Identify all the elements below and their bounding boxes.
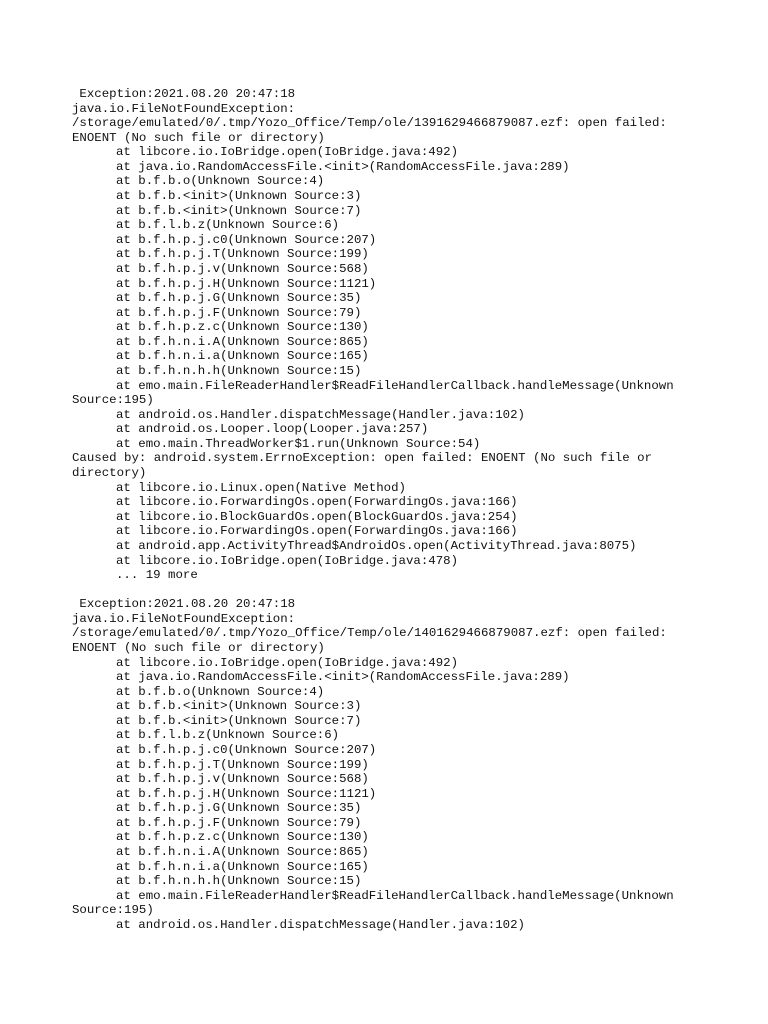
log-line: at b.f.h.n.h.h(Unknown Source:15) [116, 363, 362, 378]
log-line: /storage/emulated/0/.tmp/Yozo_Office/Temp/ole/1401629466879087.ezf: open failed: [72, 626, 667, 641]
log-line: at b.f.b.<init>(Unknown Source:7) [116, 713, 362, 728]
log-line: at b.f.h.p.j.c0(Unknown Source:207) [116, 232, 377, 247]
log-line: at emo.main.FileReaderHandler$ReadFileHandlerCallback.handleMessage(Unknown [116, 888, 674, 903]
log-line: at b.f.b.<init>(Unknown Source:3) [116, 699, 362, 714]
log-line: at emo.main.ThreadWorker$1.run(Unknown Source:54) [116, 436, 481, 451]
log-line: at b.f.h.p.z.c(Unknown Source:130) [116, 320, 369, 335]
log-line: at libcore.io.ForwardingOs.open(ForwardingOs.java:166) [116, 495, 518, 510]
log-line: at libcore.io.IoBridge.open(IoBridge.java:478) [116, 553, 459, 568]
log-line: java.io.FileNotFoundException: [72, 611, 296, 626]
log-line: at b.f.h.p.j.T(Unknown Source:199) [116, 247, 369, 262]
log-line: directory) [72, 466, 147, 481]
log-line: at b.f.h.p.j.H(Unknown Source:1121) [116, 276, 377, 291]
log-line: at emo.main.FileReaderHandler$ReadFileHandlerCallback.handleMessage(Unknown [116, 378, 674, 393]
log-line: Source:195) [72, 903, 154, 918]
log-line: at b.f.h.p.j.T(Unknown Source:199) [116, 757, 369, 772]
log-line: at b.f.h.p.j.G(Unknown Source:35) [116, 291, 362, 306]
log-line: at b.f.h.p.j.F(Unknown Source:79) [116, 305, 362, 320]
log-line: ENOENT (No such file or directory) [72, 130, 325, 145]
log-line: at b.f.h.n.i.A(Unknown Source:865) [116, 334, 369, 349]
log-line: Exception:2021.08.20 20:47:18 [72, 597, 296, 612]
log-line: at b.f.b.o(Unknown Source:4) [116, 174, 325, 189]
log-line: /storage/emulated/0/.tmp/Yozo_Office/Temp/ole/1391629466879087.ezf: open failed: [72, 116, 667, 131]
log-line: at libcore.io.IoBridge.open(IoBridge.java:492) [116, 145, 459, 160]
exception-log [72, 87, 762, 933]
log-line: at libcore.io.ForwardingOs.open(ForwardingOs.java:166) [116, 524, 518, 539]
log-line: at java.io.RandomAccessFile.<init>(RandomAccessFile.java:289) [116, 159, 570, 174]
log-line: at b.f.h.p.j.c0(Unknown Source:207) [116, 743, 377, 758]
log-line: at b.f.h.p.j.H(Unknown Source:1121) [116, 786, 377, 801]
log-line: at b.f.b.o(Unknown Source:4) [116, 684, 325, 699]
log-line: Exception:2021.08.20 20:47:18 [72, 87, 296, 101]
log-line: at b.f.h.p.j.v(Unknown Source:568) [116, 261, 369, 276]
log-line: at b.f.h.n.h.h(Unknown Source:15) [116, 874, 362, 889]
log-line: Source:195) [72, 393, 154, 408]
log-line: at b.f.h.n.i.a(Unknown Source:165) [116, 859, 369, 874]
log-line: at libcore.io.IoBridge.open(IoBridge.java:492) [116, 655, 459, 670]
log-line: at b.f.h.n.i.A(Unknown Source:865) [116, 845, 369, 860]
log-line: at b.f.l.b.z(Unknown Source:6) [116, 728, 340, 743]
log-line: ... 19 more [116, 568, 198, 583]
log-line: at android.os.Handler.dispatchMessage(Handler.java:102) [116, 917, 525, 932]
log-line: Caused by: android.system.ErrnoException: open failed: ENOENT (No such file or [72, 451, 652, 466]
log-line: at libcore.io.Linux.open(Native Method) [116, 480, 406, 495]
log-line: at java.io.RandomAccessFile.<init>(RandomAccessFile.java:289) [116, 670, 570, 685]
log-line: at b.f.b.<init>(Unknown Source:7) [116, 203, 362, 218]
log-line: at b.f.h.n.i.a(Unknown Source:165) [116, 349, 369, 364]
log-line: at android.os.Looper.loop(Looper.java:257) [116, 422, 429, 437]
log-line: at android.os.Handler.dispatchMessage(Handler.java:102) [116, 407, 525, 422]
log-line: java.io.FileNotFoundException: [72, 101, 296, 116]
log-line: ENOENT (No such file or directory) [72, 640, 325, 655]
log-line: at b.f.h.p.j.v(Unknown Source:568) [116, 772, 369, 787]
log-line: at android.app.ActivityThread$AndroidOs.open(ActivityThread.java:8075) [116, 538, 637, 553]
log-line: at b.f.h.p.j.G(Unknown Source:35) [116, 801, 362, 816]
log-blank-line [72, 583, 762, 598]
log-line: at b.f.h.p.j.F(Unknown Source:79) [116, 815, 362, 830]
log-line: at b.f.b.<init>(Unknown Source:3) [116, 189, 362, 204]
log-line: at b.f.h.p.z.c(Unknown Source:130) [116, 830, 369, 845]
log-line: at libcore.io.BlockGuardOs.open(BlockGuardOs.java:254) [116, 509, 518, 524]
log-line: at b.f.l.b.z(Unknown Source:6) [116, 218, 340, 233]
